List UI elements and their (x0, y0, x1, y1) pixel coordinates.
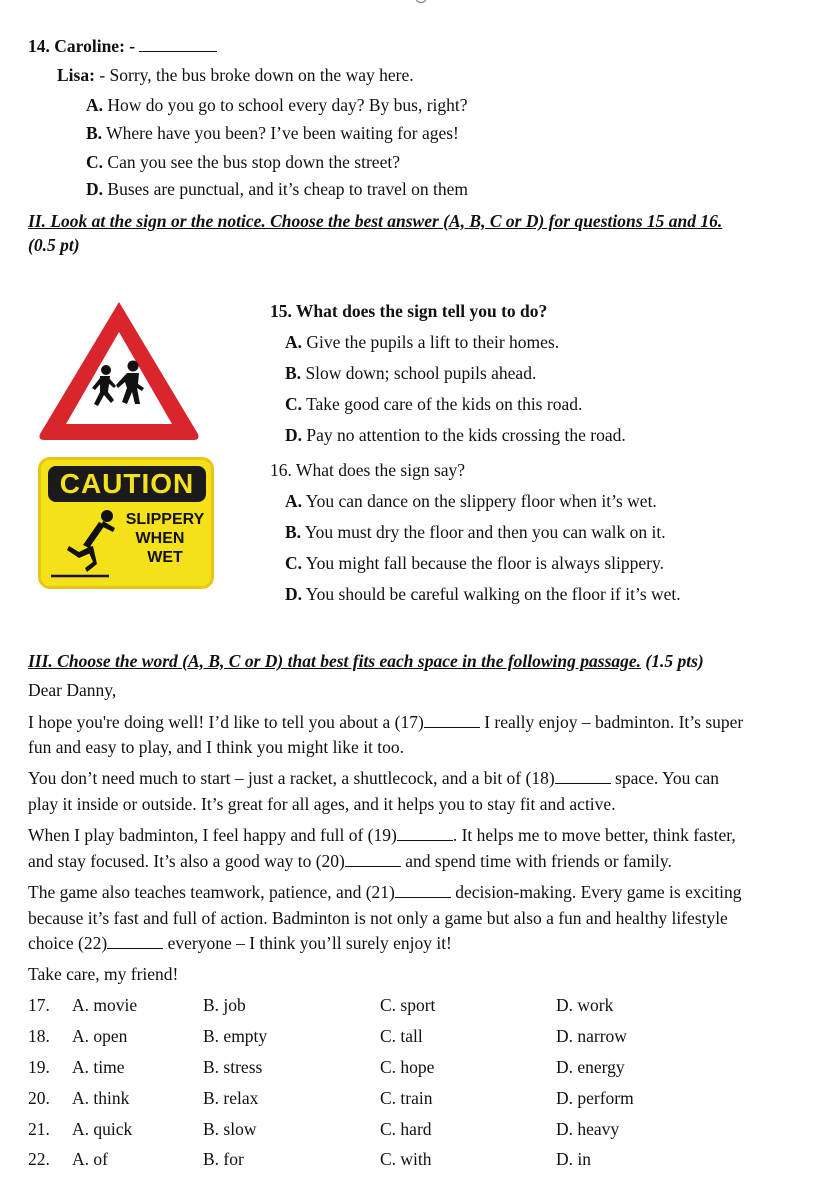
q16-option-d: D. You should be careful walking on the floor if it’s wet. (285, 584, 681, 604)
q16-option-c: C. You might fall because the floor is always slippery. (285, 553, 664, 573)
q16-option-b: B. You must dry the floor and then you can walk on it. (285, 522, 666, 542)
passage-line-8: because it’s fast and full of action. Badminton is not only a game but also a fun and healthy lifestyle (28, 908, 728, 928)
q14-prompt (28, 35, 217, 57)
section3-heading: III. Choose the word (A, B, C or D) that best fits each space in the following passage. (1.5 pts) (28, 651, 704, 671)
blank-21 (395, 883, 451, 898)
caution-title: CAUTION (48, 466, 206, 502)
caution-slippery-sign (38, 457, 214, 589)
blank-19 (397, 826, 453, 841)
q14-option-d: D. Buses are punctual, and it’s cheap to travel on them (86, 179, 468, 199)
section2-heading: II. Look at the sign or the notice. Choose the best answer (A, B, C or D) for questions 15 and 16. (28, 211, 723, 231)
q14-lisa-line (57, 64, 414, 86)
blank-22 (107, 934, 163, 949)
q15-option-b: B. Slow down; school pupils ahead. (285, 363, 537, 383)
blank-17 (424, 713, 480, 728)
q15-option-a: A. Give the pupils a lift to their homes. (285, 332, 560, 352)
page-edge-mark (415, 0, 427, 3)
q15-question: 15. What does the sign tell you to do? (270, 301, 548, 321)
q14-option-b: B. Where have you been? I’ve been waiting for ages! (86, 123, 459, 143)
caution-message (121, 510, 209, 567)
q14-option-c: C. Can you see the bus stop down the street? (86, 152, 400, 172)
passage-line-5: When I play badminton, I feel happy and full of (19) . It helps me to move better, think faster, (28, 825, 736, 845)
q14-speaker-caroline: 14. Caroline: - (28, 36, 140, 56)
blank-18 (555, 769, 611, 784)
passage-line-1: I hope you're doing well! I’d like to tell you about a (17) I really enjoy – badminton. It’s super (28, 712, 744, 732)
passage-line-4: play it inside or outside. It’s great for all ages, and it helps you to stay fit and active. (28, 794, 616, 814)
passage-line-9: choice (22) everyone – I think you’ll surely enjoy it! (28, 933, 452, 953)
passage-greeting: Dear Danny, (28, 680, 117, 700)
section2-points: (0.5 pt) (28, 235, 80, 255)
blank-20 (345, 852, 401, 867)
passage-line-2: fun and easy to play, and I think you might like it too. (28, 737, 405, 757)
caution-line-slippery: SLIPPERY (125, 511, 205, 528)
q15-option-c: C. Take good care of the kids on this road. (285, 394, 583, 414)
caution-line-wet: WET (147, 549, 183, 566)
q14-blank (139, 37, 217, 52)
passage-closing: Take care, my friend! (28, 964, 179, 984)
passage-line-7: The game also teaches teamwork, patience, and (21) decision-making. Every game is exciting (28, 882, 742, 902)
q16-option-a: A. You can dance on the slippery floor when it’s wet. (285, 491, 657, 511)
caution-line-when: WHEN (135, 530, 185, 547)
q14-lisa-text: - Sorry, the bus broke down on the way here. (94, 65, 414, 85)
q16-question: 16. What does the sign say? (270, 460, 466, 480)
passage-line-3: You don’t need much to start – just a racket, a shuttlecock, and a bit of (18) space. You can (28, 768, 720, 788)
q14-option-a: A. How do you go to school every day? By bus, right? (86, 95, 468, 115)
children-crossing-sign-icon (34, 296, 204, 444)
passage-line-6: and stay focused. It’s also a good way to (20) and spend time with friends or family. (28, 851, 672, 871)
q14-speaker-lisa: Lisa: (57, 65, 95, 85)
q15-option-d: D. Pay no attention to the kids crossing the road. (285, 425, 626, 445)
